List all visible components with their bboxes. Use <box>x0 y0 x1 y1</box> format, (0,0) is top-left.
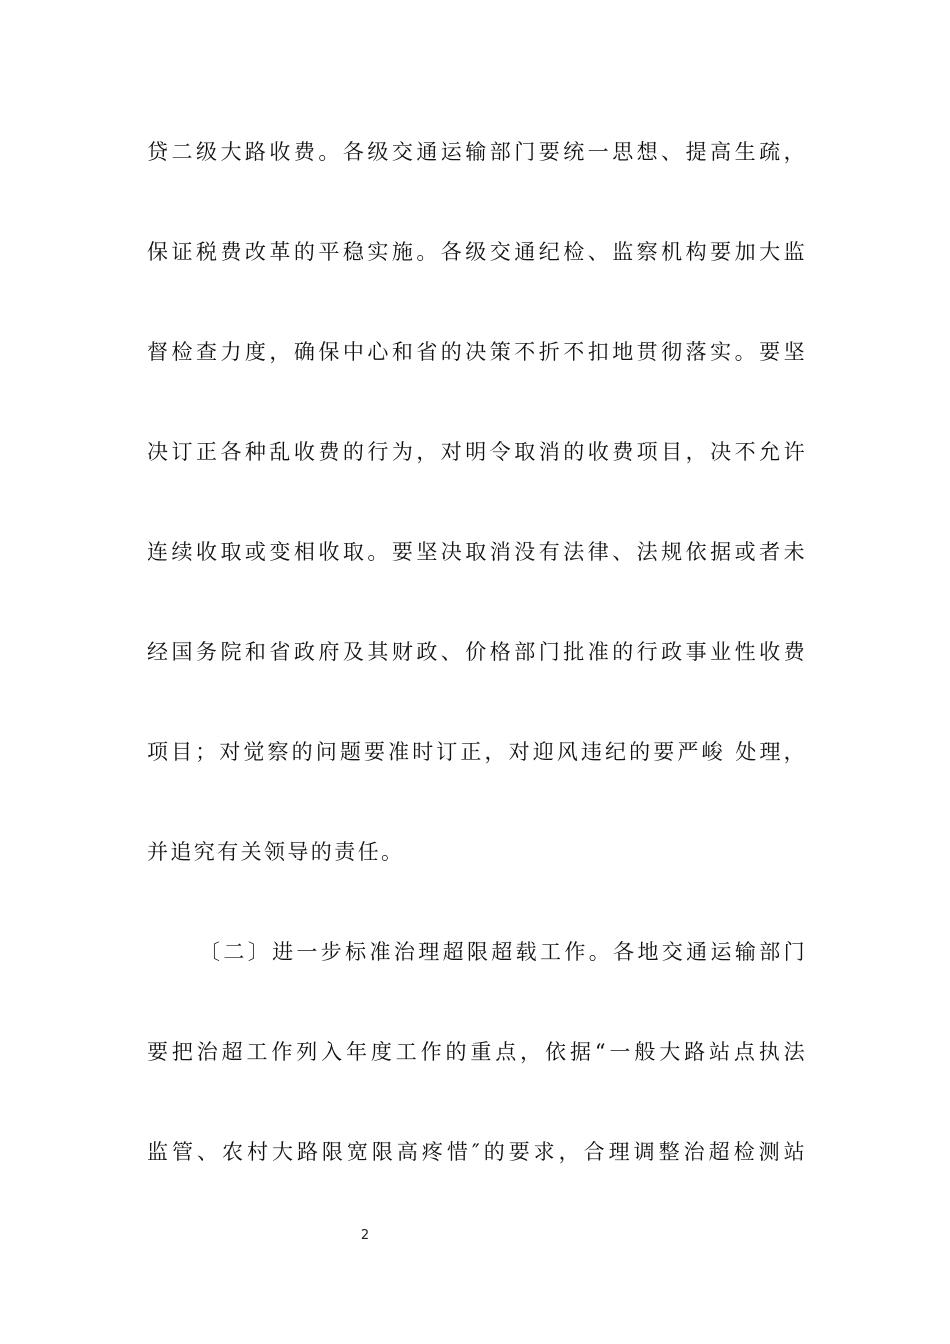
paragraph-1-line-8: 并追究有关领导的责任。 <box>147 840 405 864</box>
paragraph-2-line-2: 要把治超工作列入年度工作的重点，依据“一般大路站点执法 <box>147 1040 807 1064</box>
paragraph-1-line-3: 督检查力度，确保中心和省的决策不折不扣地贯彻落实。要坚 <box>147 340 807 364</box>
page-number: 2 <box>360 1228 370 1243</box>
paragraph-1-line-6: 经国务院和省政府及其财政、价格部门批准的行政事业性收费 <box>147 640 807 664</box>
paragraph-1-line-7: 项目；对觉察的问题要准时订正，对迎风违纪的要严峻 处理， <box>147 740 807 764</box>
paragraph-1-line-2: 保证税费改革的平稳实施。各级交通纪检、监察机构要加大监 <box>147 240 807 264</box>
paragraph-1-line-5: 连续收取或变相收取。要坚决取消没有法律、法规依据或者未 <box>147 540 807 564</box>
paragraph-1-line-1: 贷二级大路收费。各级交通运输部门要统一思想、提高生疏， <box>147 140 807 164</box>
paragraph-2-line-3: 监管、农村大路限宽限高疼惜″的要求，合理调整治超检测站 <box>147 1140 807 1164</box>
paragraph-1-line-4: 决订正各种乱收费的行为，对明令取消的收费项目，决不允许 <box>147 440 807 464</box>
paragraph-2-line-1: 〔二〕进一步标准治理超限超载工作。各地交通运输部门 <box>199 940 807 964</box>
